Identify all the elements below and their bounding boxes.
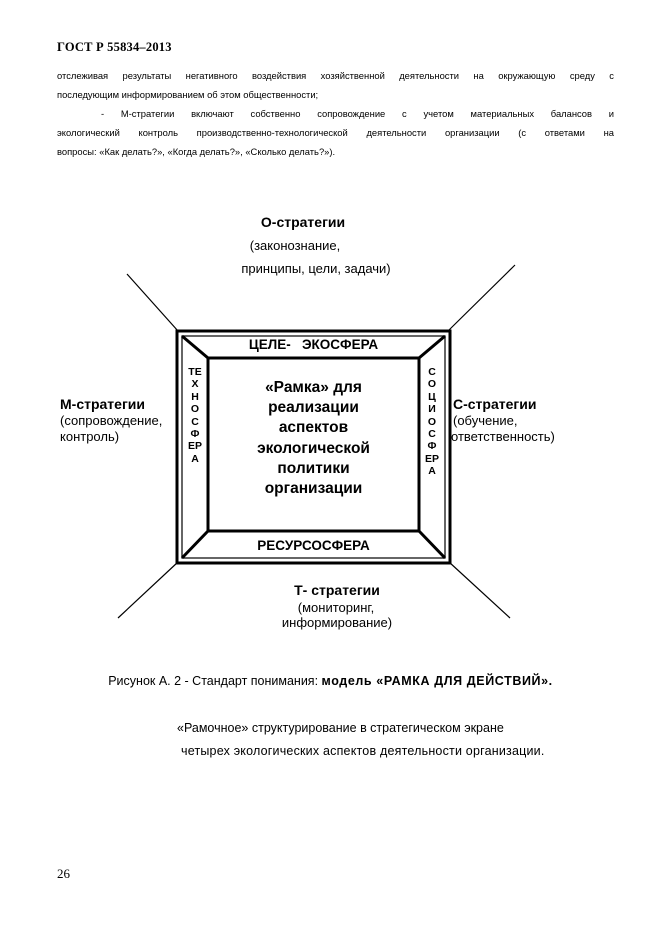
document-id: ГОСТ Р 55834–2013 [57, 40, 172, 54]
caption-prefix: Рисунок А. 2 - Стандарт понимания: [108, 674, 322, 688]
ray-bottom-right [449, 562, 510, 618]
center-text-line: экологической [257, 439, 370, 457]
intro-line: - М-стратегии включают собственно сопровождение с учетом материальных балансов и [101, 108, 614, 119]
ray-top-right [449, 265, 515, 330]
intro-line: последующим информированием об этом общественности; [57, 89, 319, 100]
center-text-line: «Рамка» для [265, 379, 362, 396]
t-strategy-title: Т- стратегии [294, 582, 380, 598]
t-strategy-desc-1: (мониторинг, [297, 600, 375, 615]
band-top-eco-sphere: ЦЕЛЕ- ЭКОСФЕРА [248, 337, 379, 352]
band-right-socio-sphere: СОЦИОСФЕРА [425, 366, 440, 478]
m-strategy-desc-2: контроль) [60, 429, 120, 444]
intro-line: отслеживая результаты негативного воздействия хозяйственной деятельности на окружающую среду с [57, 70, 614, 81]
c-strategy-title: С-стратегии [453, 396, 537, 412]
c-strategy-desc-2: ответственность) [451, 429, 555, 444]
note-line-2: четырех экологических аспектов деятельности организации. [181, 744, 545, 758]
center-text [210, 378, 417, 499]
page-number: 26 [57, 866, 70, 881]
o-strategy-desc-2: принципы, цели, задачи) [241, 261, 391, 276]
o-strategy-desc-1: (законознание, [249, 238, 341, 253]
intro-line: экологический контроль производственно-технологической деятельности организации (с ответами на [57, 127, 614, 138]
caption-title: модель «РАМКА ДЛЯ ДЕЙСТВИЙ». [321, 674, 553, 688]
note-line-1: «Рамочное» структурирование в стратегическом экране [177, 721, 504, 735]
center-text-line: политики [277, 459, 350, 477]
ray-bottom-left [118, 562, 178, 618]
c-strategy-desc-1: (обучение, [453, 413, 518, 428]
band-bottom-resource-sphere: РЕСУРСОСФЕРА [257, 538, 370, 553]
m-strategy-desc-1: (сопровождение, [60, 413, 163, 428]
intro-line: вопросы: «Как делать?», «Когда делать?», «Сколько делать?»). [57, 146, 336, 157]
t-strategy-desc-2: информирование) [281, 615, 393, 630]
ray-top-left [127, 274, 178, 331]
band-left-techno-sphere: ТЕХНОСФЕРА [188, 366, 203, 465]
figure-caption [0, 674, 661, 688]
m-strategy-title: М-стратегии [60, 396, 145, 412]
o-strategy-title: О-стратегии [260, 214, 346, 230]
center-text-line: аспектов [278, 419, 349, 437]
center-text-line: организации [264, 480, 363, 498]
center-text-line: реализации [268, 399, 359, 417]
